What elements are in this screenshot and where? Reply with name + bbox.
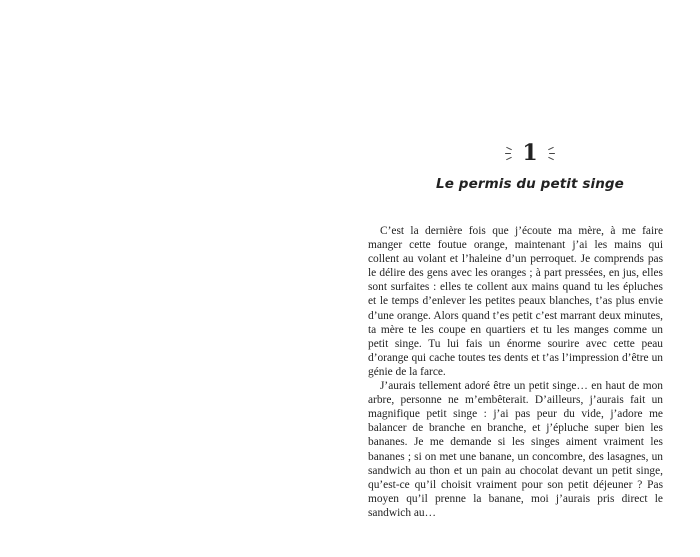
chapter-title: Le permis du petit singe <box>436 176 624 192</box>
body-text <box>368 224 663 520</box>
chapter-number-row <box>410 138 650 168</box>
left-ornament-icon <box>504 146 514 160</box>
chapter-heading <box>410 138 650 192</box>
chapter-number: 1 <box>522 140 538 166</box>
paragraph-2: J’aurais tellement adoré être un petit singe… en haut de mon arbre, personne ne m’embêterait. D’ailleurs, j’aurais fait un magnifique petit singe : j’ai pas peur du vide, j’adore me balancer de branche en branche, et j’épluche super bien les bananes. Je me demande si les singes aiment vraiment les bananes ; si on met une banane, un concombre, des lasagnes, un sandwich au thon et un pain au chocolat devant un petit singe, qu’est-ce qu’il choisit vraiment pour son petit déjeuner ? Pas moyen qu’il prenne la banane, moi j’aurais pris direct le sandwich au… <box>368 380 663 519</box>
paragraph-1: C’est la dernière fois que j’écoute ma mère, à me faire manger cette foutue orange, maintenant j’ai les mains qui collent au volant et l’haleine d’un perroquet. Je comprends pas le délire des gens avec les oranges ; à part pressées, en jus, elles sont surfaites : elles te collent aux mains quand tu les épluches et le temps d’enlever les petites peaux blanches, t’as plus envie d’une orange. Alors quand t’es petit c’est marrant deux minutes, ta mère te les coupe en quartiers et tu les manges comme un petit singe. Tu lui fais un énorme sourire avec cette peau d’orange qui cache toutes tes dents et t’as l’impression d’être un génie de la farce. <box>368 225 663 378</box>
right-ornament-icon <box>546 146 556 160</box>
